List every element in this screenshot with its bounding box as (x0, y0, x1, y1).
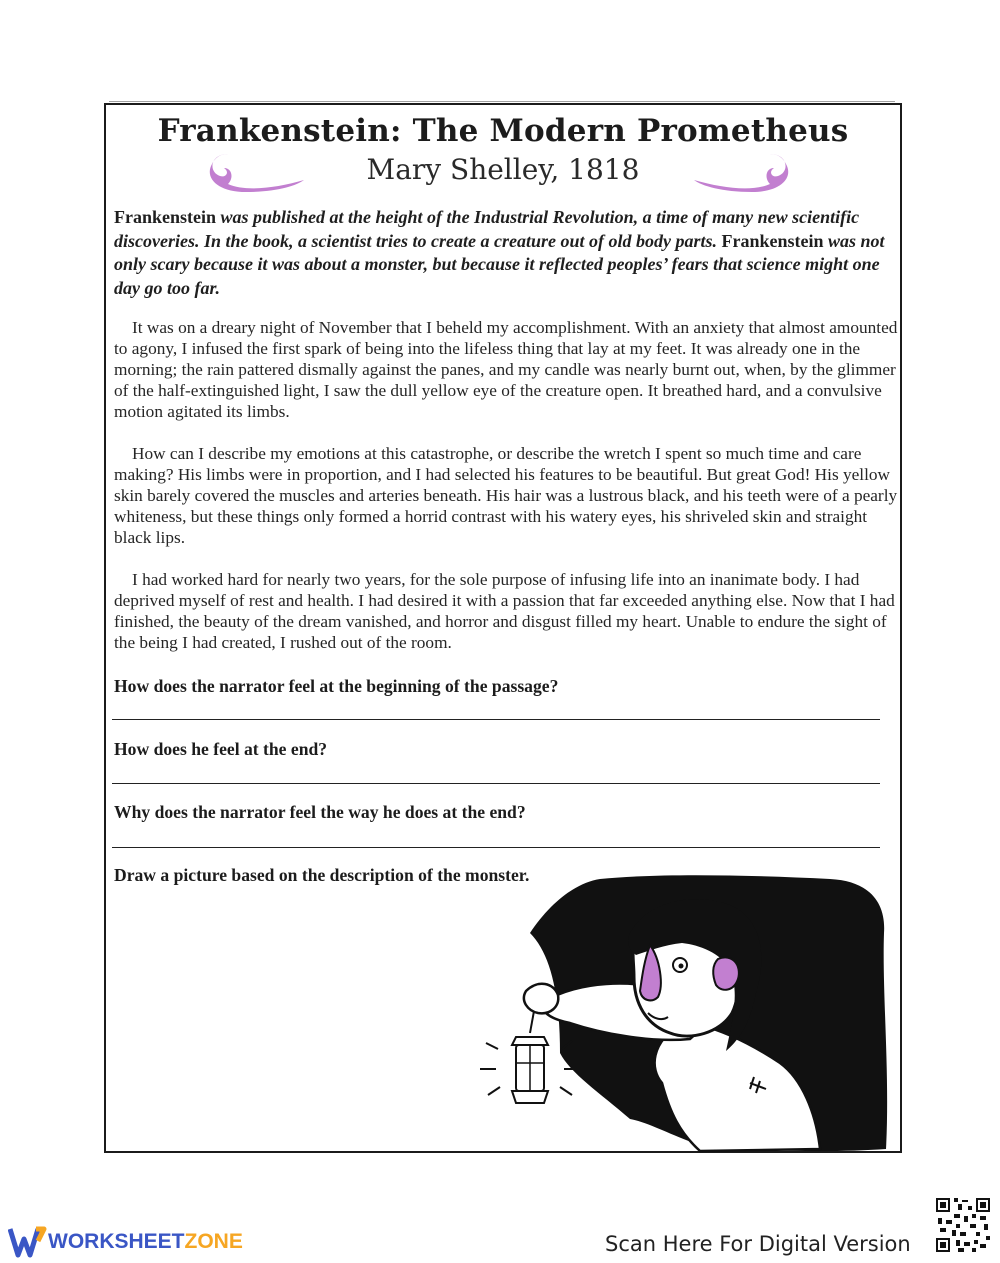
worksheetzone-logo-icon (8, 1225, 48, 1259)
answer-line-3[interactable] (112, 847, 880, 848)
passage-paragraph: How can I describe my emotions at this catastrophe, or describe the wretch I spent so much time and care making? His limbs were in proportion, and I had selected his features to be beautiful. But great God! His yellow skin barely covered the muscles and arteries beneath. His hair was a lustrous black, and his teeth were of a pearly whiteness, but these things only formed a horrid contrast with his watery eyes, his shriveled skin and straight black lips. (114, 444, 898, 547)
brand-name-part2: ZONE (184, 1230, 243, 1253)
intro-text: was not only scary because it was about a monster, but because it reflected peoples’ fears that science might one day go too far. (114, 230, 885, 298)
intro-book-title: Frankenstein (721, 230, 824, 251)
passage-paragraph: I had worked hard for nearly two years, for the sole purpose of infusing life into an inanimate body. I had deprived myself of rest and health. I had desired it with a passion that far exceeded anything else. Now that I had finished, the beauty of the dream vanished, and horror and disgust filled my heart. Unable to endure the sight of the being I had created, I rushed out of the room. (114, 570, 895, 652)
question-2: How does he feel at the end? (114, 739, 328, 759)
page-title: Frankenstein: The Modern Prometheus (157, 113, 849, 149)
qr-code-icon[interactable] (934, 1196, 992, 1254)
brand-name-part1: WORKSHEET (48, 1230, 185, 1253)
worksheetzone-logo[interactable] (8, 1225, 243, 1259)
worksheet-frame (104, 103, 902, 1153)
intro-paragraph (114, 206, 896, 300)
question-3: Why does the narrator feel the way he does at the end? (114, 802, 526, 822)
answer-line-1[interactable] (112, 719, 880, 720)
frankenstein-illustration (450, 873, 890, 1153)
answer-line-2[interactable] (112, 783, 880, 784)
page-subtitle: Mary Shelley, 1818 (366, 153, 640, 186)
question-4: Draw a picture based on the description of the monster. (114, 865, 530, 885)
intro-book-title: Frankenstein (114, 207, 217, 227)
intro-text: was published at the height of the Industrial Revolution, a time of many new scientific discoveries. In the book, a scientist tries to create a creature out of old body parts. (114, 207, 860, 251)
question-1: How does the narrator feel at the beginning of the passage? (114, 676, 559, 696)
passage-paragraph: It was on a dreary night of November that I beheld my accomplishment. With an anxiety that almost amounted to agony, I infused the first spark of being into the lifeless thing that lay at my feet. It was already one in the morning; the rain pattered dismally against the panes, and my candle was nearly burnt out, when, by the glimmer of the half-extinguished light, I saw the dull yellow eye of the creature open. It breathed hard, and a convulsive motion agitated its limbs. (114, 318, 898, 421)
scan-instruction: Scan Here For Digital Version (605, 1232, 911, 1256)
